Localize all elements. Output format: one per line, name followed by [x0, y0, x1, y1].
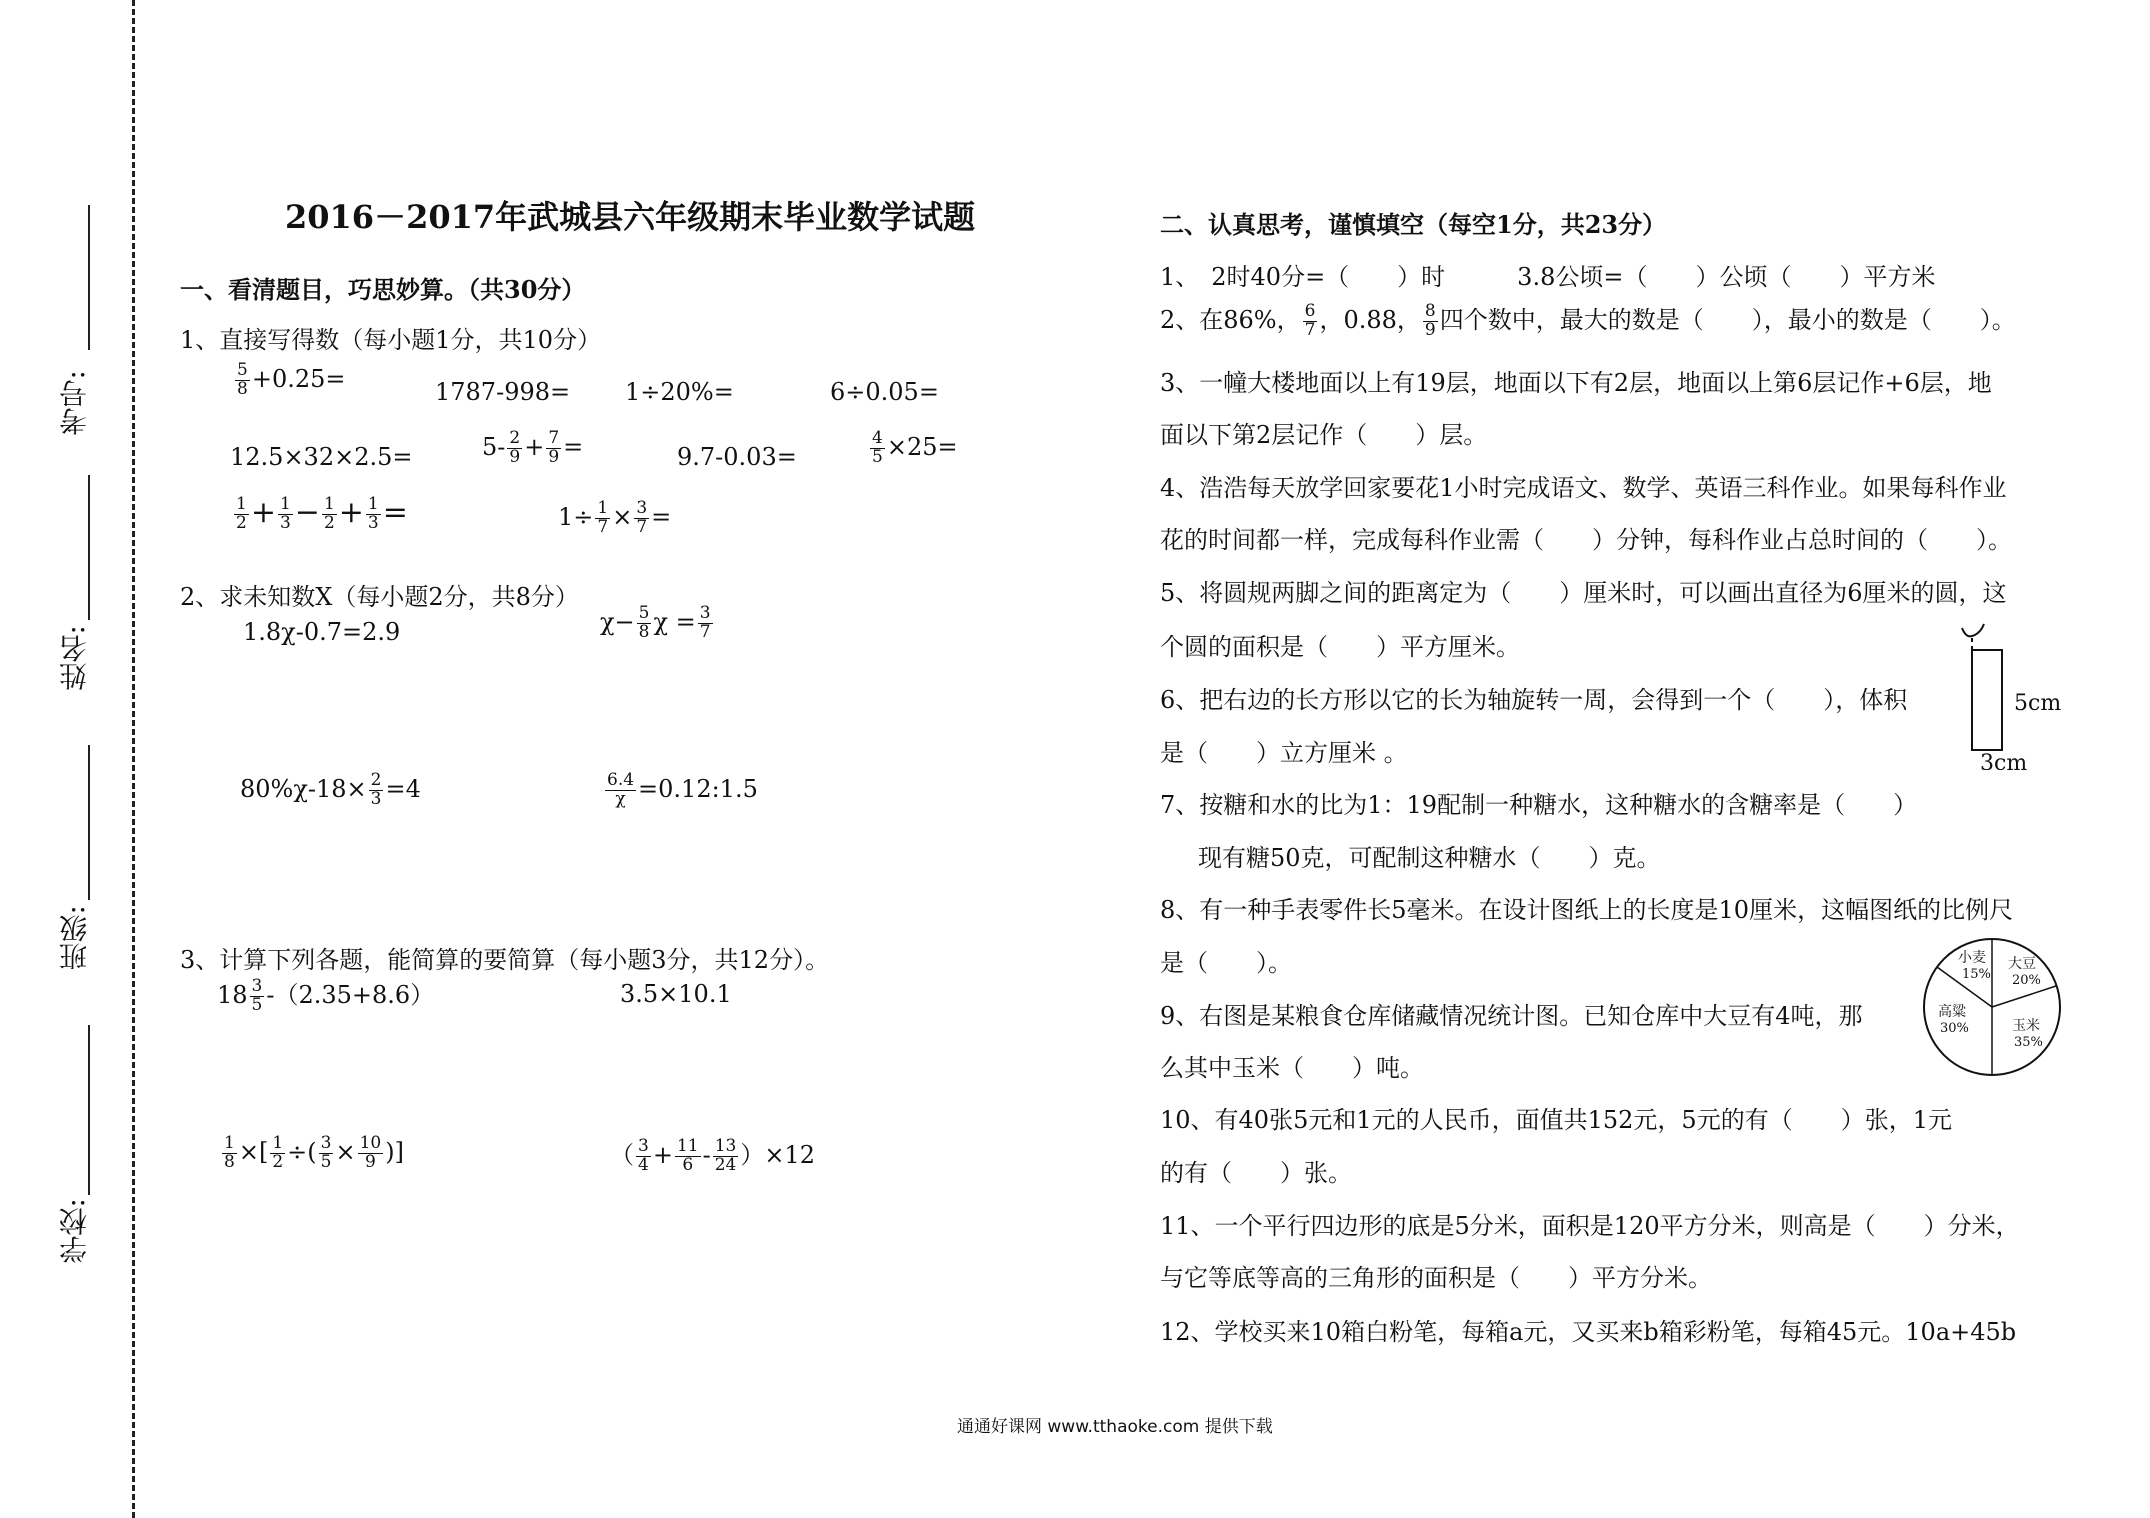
pie-divider: [1992, 986, 2056, 1007]
q2a-equation: 1.8χ-0.7=2.9: [243, 618, 401, 646]
pie-label-sorghum: 高粱: [1938, 1004, 1966, 1020]
q1g-expression: 9.7-0.03=: [677, 443, 797, 471]
pie-pct-sorghum: 30%: [1940, 1021, 1969, 1036]
school-label: 学校:: [58, 1198, 91, 1264]
p2-q5-line2: 个圆的面积是（ ）平方厘米。: [1160, 633, 1520, 661]
grain-pie-chart: [1920, 935, 2065, 1080]
pie-label-corn: 玉米: [2012, 1018, 2040, 1034]
rect-width-label: 3cm: [1980, 751, 2028, 770]
part1-heading: 一、看清题目，巧思妙算。（共30分）: [180, 275, 586, 304]
q1d-expression: 6÷0.05=: [830, 378, 939, 406]
p2-q8-line2: 是（ ）。: [1160, 949, 1292, 977]
p2-q8-line1: 8、有一种手表零件长5毫米。在设计图纸上的长度是10厘米，这幅图纸的比例尺: [1160, 896, 2014, 924]
p2-q11-line1: 11、一个平行四边形的底是5分米，面积是120平方分米，则高是（ ）分米，: [1160, 1212, 2020, 1240]
name-label: 姓名:: [58, 625, 91, 691]
q1c-expression: 1÷20%=: [625, 378, 734, 406]
q1b-expression: 1787-998=: [435, 378, 571, 406]
exam-no-label: 考号:: [58, 370, 91, 436]
pie-pct-wheat: 15%: [1962, 967, 1991, 982]
p2-q12-line1: 12、学校买来10箱白粉笔，每箱a元，又买来b箱彩粉笔，每箱45元。10a+45b: [1160, 1318, 2017, 1346]
q2c-equation: 80%χ-18× $\frac{2}{3}$ =4: [240, 770, 421, 809]
q3-label: 3、计算下列各题，能简算的要简算（每小题3分，共12分）。: [180, 946, 830, 974]
p2-q4-line2: 花的时间都一样，完成每科作业需（ ）分钟，每科作业占总时间的（ ）。: [1160, 526, 2012, 554]
p2-q11-line2: 与它等底等高的三角形的面积是（ ）平方分米。: [1160, 1264, 1712, 1292]
q1h-expression: $\frac{4}{5}$ ×25=: [872, 428, 958, 467]
p2-q10-line2: 的有（ ）张。: [1160, 1159, 1352, 1187]
q1-label: 1、直接写得数（每小题1分，共10分）: [180, 326, 602, 354]
rect-height-label: 5cm: [2014, 691, 2062, 716]
part2-heading: 二、认真思考，谨慎填空（每空1分，共23分）: [1160, 210, 1667, 239]
q1f-expression: 5- $\frac{2}{9}$ + $\frac{7}{9}$ =: [482, 428, 584, 467]
pie-label-soy: 大豆: [2008, 956, 2036, 972]
p2-q6-line2: 是（ ）立方厘米 。: [1160, 739, 1408, 767]
p2-q5-line1: 5、将圆规两脚之间的距离定为（ ）厘米时，可以画出直径为6厘米的圆，这: [1160, 579, 2007, 607]
q2d-equation: $\frac{6.4}{\chi}$ =0.12:1.5: [607, 770, 758, 809]
p2-q7-line1: 7、按糖和水的比为1：19配制一种糖水，这种糖水的含糖率是（ ）: [1160, 791, 1918, 819]
q3a-expression: 18 $\frac{3}{5}$ -（2.35+8.6）: [217, 976, 435, 1015]
q1a-expression: $\frac{5}{8}$ +0.25=: [237, 360, 346, 399]
q3c-expression: $\frac{1}{8}$ ×[ $\frac{1}{2}$ ÷( $\frac{3}{5}$ × $\frac{10}{9}$ )]: [224, 1133, 404, 1172]
p2-q10-line1: 10、有40张5元和1元的人民币，面值共152元，5元的有（ ）张，1元: [1160, 1106, 1952, 1134]
q2b-equation: χ− $\frac{5}{8}$ χ = $\frac{3}{7}$: [600, 603, 711, 642]
p2-q4-line1: 4、浩浩每天放学回家要花1小时完成语文、数学、英语三科作业。如果每科作业: [1160, 474, 2007, 502]
p2-q7-line2: 现有糖50克，可配制这种糖水（ ）克。: [1198, 844, 1661, 872]
school-blank: [88, 1025, 90, 1195]
p2-q2: 2、在86%， $\frac{6}{7}$ ，0.88， $\frac{8}{9}$ 四个数中，最大的数是（ ），最小的数是（ ）。: [1160, 301, 2016, 340]
page-footer: 通通好课网 www.tthaoke.com 提供下载: [957, 1417, 1273, 1437]
q1e-expression: 12.5×32×2.5=: [230, 443, 413, 471]
rectangle-shape: [1972, 650, 2002, 750]
q2-label: 2、求未知数X（每小题2分，共8分）: [180, 583, 579, 611]
p2-q1: 1、 2时40分=（ ）时 3.8公顷=（ ）公顷（ ）平方米: [1160, 263, 1936, 291]
page-title: 2016－2017年武城县六年级期末毕业数学试题: [285, 198, 976, 236]
pie-pct-corn: 35%: [2014, 1035, 2043, 1050]
p2-q9-line1: 9、右图是某粮食仓库储藏情况统计图。已知仓库中大豆有4吨，那: [1160, 1002, 1863, 1030]
p2-q3-line1: 3、一幢大楼地面以上有19层，地面以下有2层，地面以上第6层记作+6层，地: [1160, 369, 1992, 397]
p2-q6-line1: 6、把右边的长方形以它的长为轴旋转一周，会得到一个（ ），体积: [1160, 686, 1908, 714]
rotation-arrow-icon: [1962, 624, 1984, 636]
p2-q3-line2: 面以下第2层记作（ ）层。: [1160, 421, 1488, 449]
q3d-expression: （ $\frac{3}{4}$ + $\frac{11}{6}$ - $\frac{13}{24}$ ）×12: [610, 1136, 815, 1175]
pie-pct-soy: 20%: [2012, 973, 2041, 988]
class-label: 班级:: [58, 905, 91, 971]
rectangle-figure: [1950, 620, 2090, 770]
q1i-expression: $\frac{1}{2}$ + $\frac{1}{3}$ − $\frac{1}{2}$ + $\frac{1}{3}$ =: [236, 493, 408, 533]
class-blank: [88, 745, 90, 900]
q1j-expression: 1÷ $\frac{1}{7}$ × $\frac{3}{7}$ =: [558, 498, 672, 537]
pie-label-wheat: 小麦: [1958, 950, 1986, 966]
cut-line: [132, 0, 135, 1518]
p2-q9-line2: 么其中玉米（ ）吨。: [1160, 1054, 1424, 1082]
name-blank: [88, 475, 90, 620]
exam-no-blank: [88, 205, 90, 350]
q3b-expression: 3.5×10.1: [620, 980, 732, 1008]
